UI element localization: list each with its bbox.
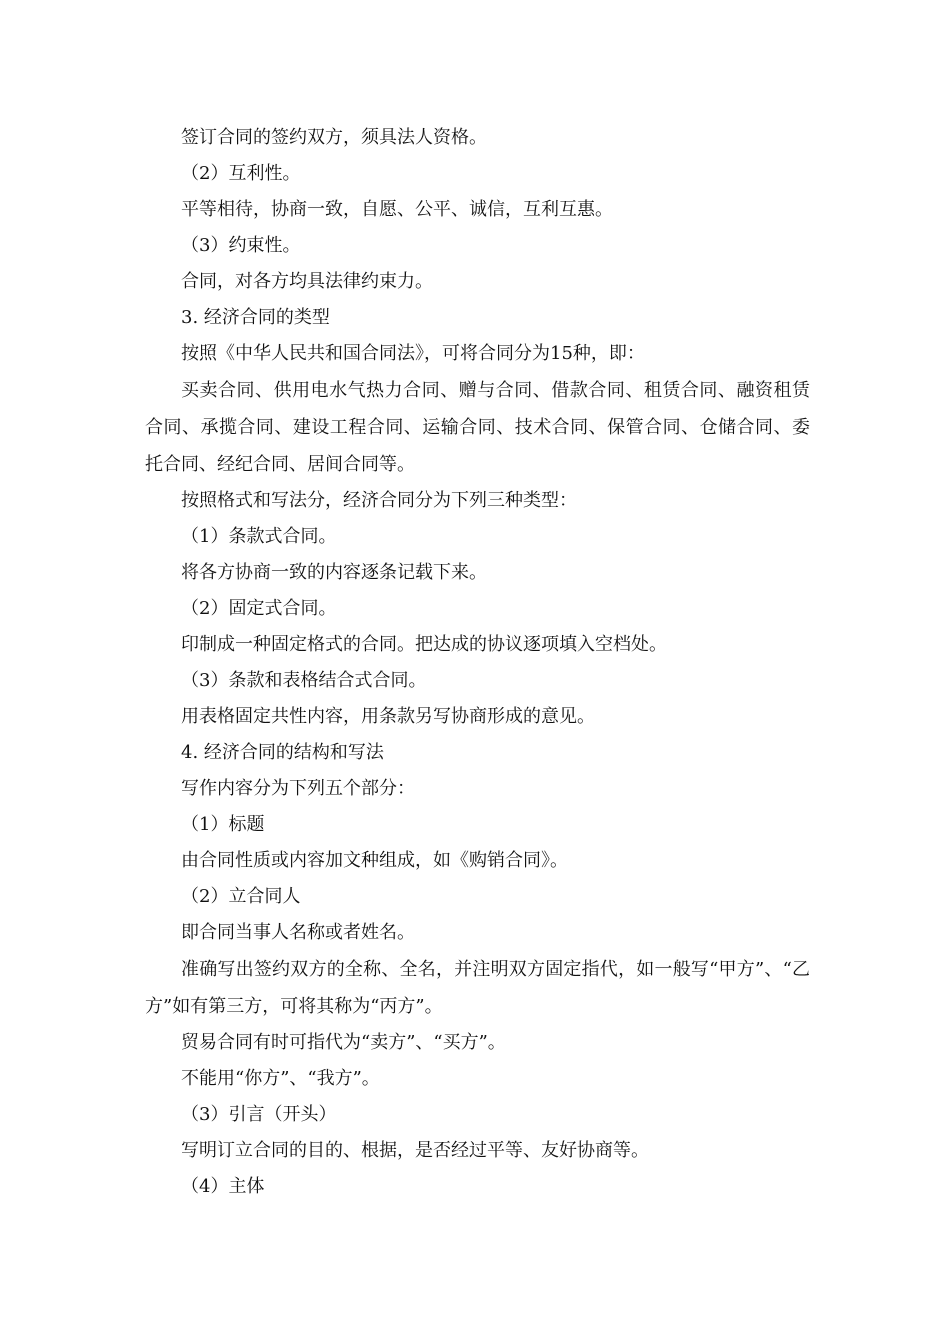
paragraph-title: 由合同性质或内容加文种组成，如《购销合同》。 <box>181 850 568 871</box>
paragraph-heading-fixed-contract: （2）固定式合同。 <box>181 598 337 619</box>
paragraph-format-types: 按照格式和写法分，经济合同分为下列三种类型： <box>181 490 577 511</box>
paragraph-heading-binding: （3）约束性。 <box>181 235 301 256</box>
paragraph-parties: 即合同当事人名称或者姓名。 <box>181 922 415 943</box>
paragraph-equality: 平等相待，协商一致，自愿、公平、诚信，互利互惠。 <box>181 199 613 220</box>
paragraph-trade-parties: 贸易合同有时可指代为“卖方”、“买方”。 <box>181 1032 506 1053</box>
paragraph-heading-combined-contract: （3）条款和表格结合式合同。 <box>181 670 427 691</box>
paragraph-five-parts: 写作内容分为下列五个部分： <box>181 778 415 799</box>
paragraph-contract-list: 买卖合同、供用电水气热力合同、赠与合同、借款合同、租赁合同、融资租赁合同、承揽合同、建设工程合同、运输合同、技术合同、保管合同、仓储合同、委托合同、经纪合同、居间合同等。 <box>145 380 810 475</box>
paragraph-clause-contract: 将各方协商一致的内容逐条记载下来。 <box>181 562 487 583</box>
paragraph-party-names: 准确写出签约双方的全称、全名，并注明双方固定指代，如一般写“甲方”、“乙方”如有第三方，可将其称为“丙方”。 <box>145 959 810 1017</box>
section-heading-structure: 4. 经济合同的结构和写法 <box>181 742 384 763</box>
paragraph-heading-parties: （2）立合同人 <box>181 886 301 907</box>
paragraph-fixed-contract: 印制成一种固定格式的合同。把达成的协议逐项填入空档处。 <box>181 634 667 655</box>
paragraph-heading-mutual-benefit: （2）互利性。 <box>181 163 301 184</box>
paragraph-heading-body: （4）主体 <box>181 1176 265 1197</box>
paragraph-legal-person: 签订合同的签约双方，须具法人资格。 <box>181 127 487 148</box>
paragraph-no-you-me: 不能用“你方”、“我方”。 <box>181 1068 380 1089</box>
paragraph-heading-preamble: （3）引言（开头） <box>181 1104 337 1125</box>
paragraph-contract-law: 按照《中华人民共和国合同法》，可将合同分为15种，即： <box>181 343 645 364</box>
section-heading-contract-types: 3. 经济合同的类型 <box>181 307 330 328</box>
paragraph-heading-clause-contract: （1）条款式合同。 <box>181 526 337 547</box>
paragraph-heading-title: （1）标题 <box>181 814 265 835</box>
paragraph-combined-contract: 用表格固定共性内容，用条款另写协商形成的意见。 <box>181 706 595 727</box>
paragraph-preamble: 写明订立合同的目的、根据，是否经过平等、友好协商等。 <box>181 1140 649 1161</box>
paragraph-binding-force: 合同，对各方均具法律约束力。 <box>181 271 433 292</box>
document-body <box>145 120 810 1205</box>
